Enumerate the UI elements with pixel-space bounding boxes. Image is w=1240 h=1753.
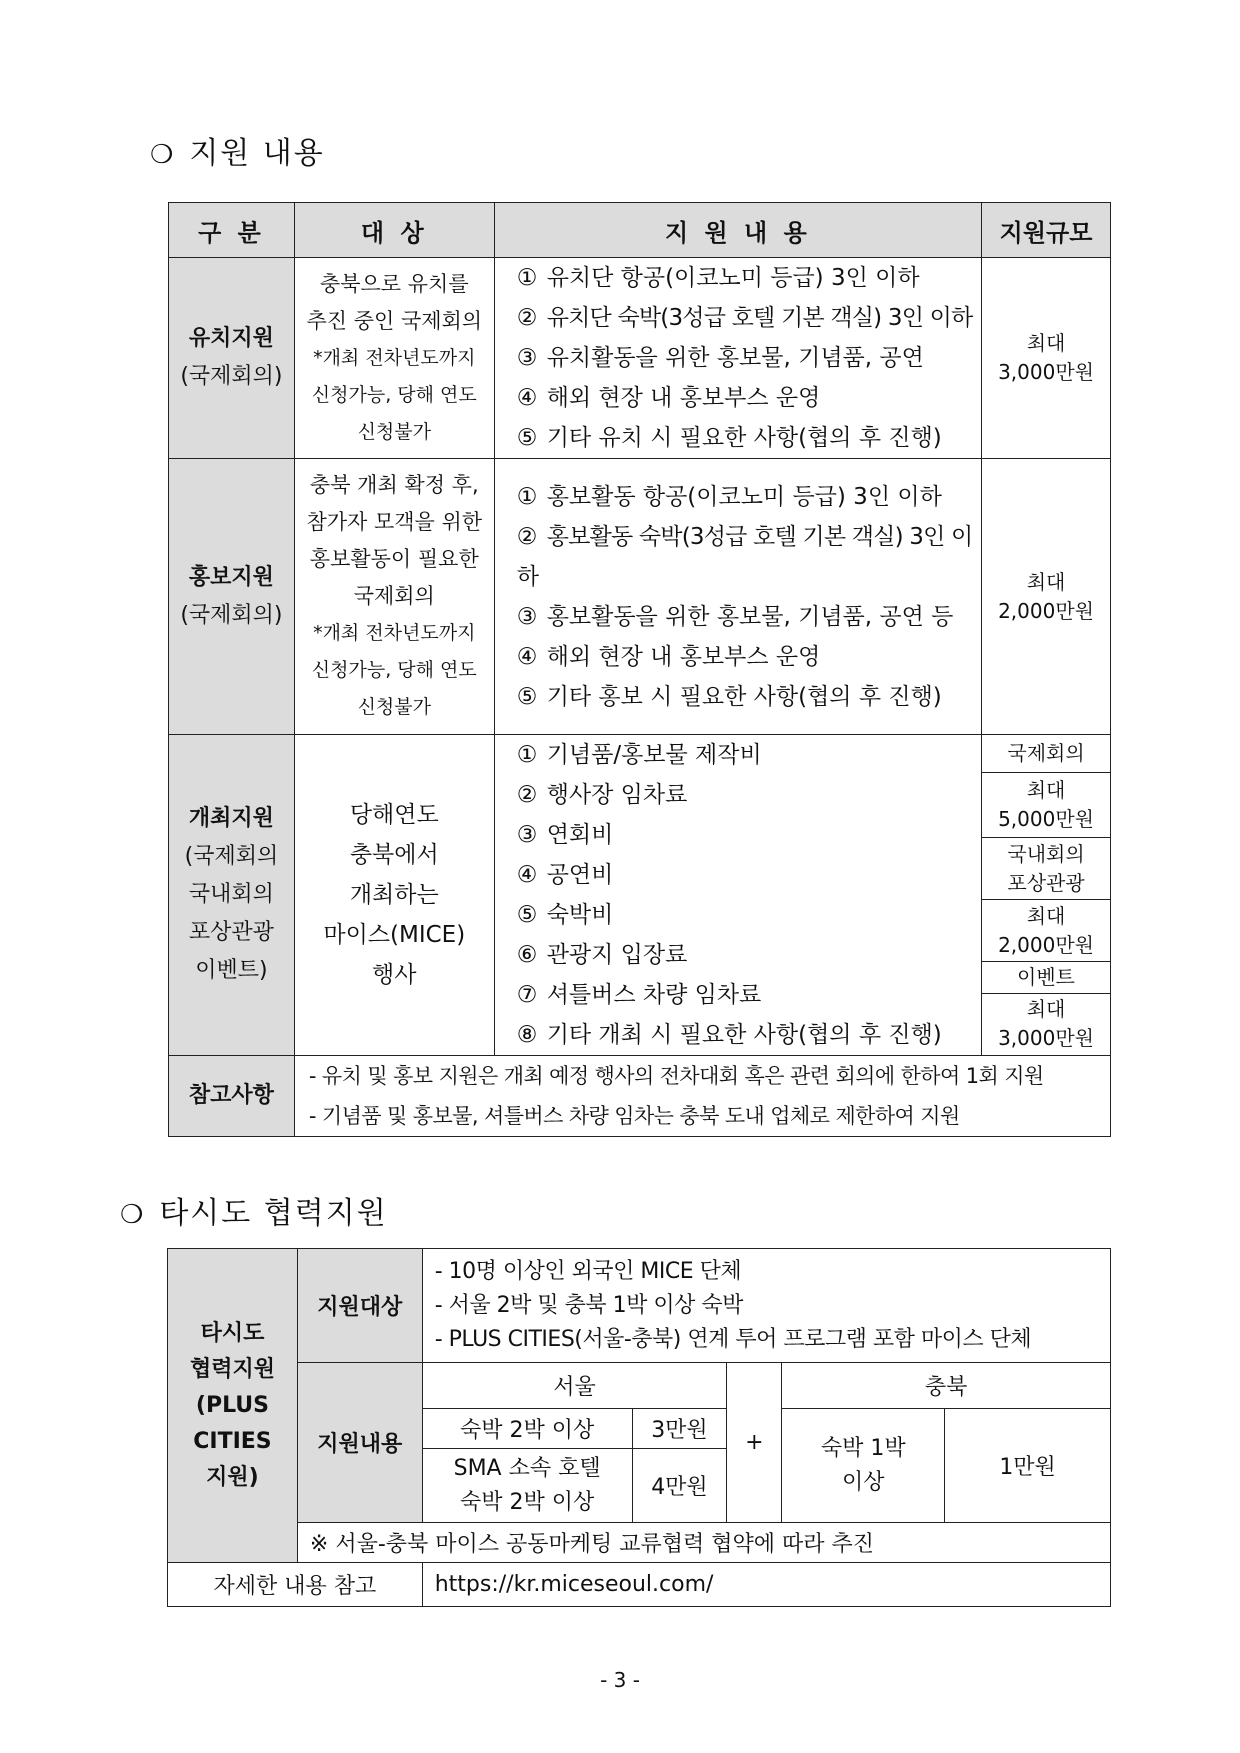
target-line: - PLUS CITIES(서울-충북) 연계 투어 프로그램 포함 마이스 단체 bbox=[434, 1326, 1032, 1352]
detail-label: 자세한 내용 참고 bbox=[168, 1563, 423, 1607]
note-cell: ※ 서울-충북 마이스 공동마케팅 교류협력 협약에 따라 추진 bbox=[297, 1523, 1110, 1563]
target-line: 마이스(MICE) bbox=[323, 922, 466, 948]
section2-title bbox=[120, 1188, 388, 1232]
content-label: 지원내용 bbox=[297, 1363, 422, 1523]
page-number: - 3 - bbox=[600, 1668, 640, 1692]
scale-line: 최대 bbox=[1026, 569, 1066, 594]
list-item: ⑥ 관광지 입장료 bbox=[516, 942, 688, 968]
seoul-header: 서울 bbox=[422, 1363, 727, 1409]
scale-cell bbox=[982, 258, 1111, 459]
target-line: 참가자 모객을 위한 bbox=[306, 510, 483, 534]
target-note-line: 신청불가 bbox=[357, 420, 431, 443]
category-sub: 이벤트) bbox=[195, 958, 268, 983]
target-note-line: 신청불가 bbox=[357, 696, 431, 718]
target-line: 행사 bbox=[372, 962, 417, 988]
category-cell bbox=[169, 258, 295, 459]
scale-type: 포상관광 bbox=[1007, 870, 1085, 895]
chungbuk-header: 충북 bbox=[782, 1363, 1111, 1409]
list-item: ④ 공연비 bbox=[516, 862, 614, 888]
target-line: 홍보활동이 필요한 bbox=[309, 547, 479, 571]
scale-line: 최대 bbox=[1026, 903, 1066, 928]
list-item: ⑧ 기타 개최 시 필요한 사항(협의 후 진행) bbox=[516, 1022, 942, 1048]
seoul-condition-line: 숙박 2박 이상 bbox=[459, 1489, 595, 1515]
list-item: ③ 유치활동을 위한 홍보물, 기념품, 공연 bbox=[516, 345, 924, 371]
scale-cell bbox=[982, 772, 1111, 837]
seoul-condition-line: SMA 소속 호텔 bbox=[453, 1455, 601, 1481]
list-item: ⑦ 셔틀버스 차량 임차료 bbox=[516, 982, 762, 1008]
scale-cell bbox=[982, 459, 1111, 735]
target-line: 충북 개최 확정 후, bbox=[309, 473, 479, 497]
list-item: ② 유치단 숙박(3성급 호텔 기본 객실) 3인 이하 bbox=[516, 305, 973, 331]
table-header-row bbox=[169, 203, 1111, 258]
target-note-line: 신청가능, 당해 연도 bbox=[311, 383, 477, 406]
target-label: 지원대상 bbox=[297, 1249, 422, 1363]
list-item: ⑤ 숙박비 bbox=[516, 902, 614, 928]
list-item: ③ 홍보활동을 위한 홍보물, 기념품, 공연 등 bbox=[516, 603, 954, 630]
left-label-line: 지원) bbox=[206, 1464, 259, 1490]
scale-type-cell bbox=[982, 838, 1111, 900]
category-sub: 국내회의 bbox=[188, 882, 274, 907]
left-label-line: (PLUS bbox=[195, 1392, 270, 1418]
list-item: ② 홍보활동 숙박(3성급 호텔 기본 객실) 3인 이하 bbox=[516, 523, 973, 590]
scale-cell bbox=[982, 900, 1111, 962]
seoul-condition: 숙박 2박 이상 bbox=[422, 1409, 632, 1449]
target-line: 개최하는 bbox=[349, 882, 439, 908]
circle-bullet-icon: ❍ bbox=[150, 140, 176, 170]
table-row bbox=[169, 258, 1111, 459]
support-content-table bbox=[168, 202, 1111, 1137]
target-cell bbox=[294, 735, 494, 1056]
target-line: 충북으로 유치를 bbox=[319, 271, 469, 296]
reference-cell bbox=[294, 1056, 1110, 1137]
target-note-line: 신청가능, 당해 연도 bbox=[311, 659, 477, 681]
section1-title-text: 지원 내용 bbox=[189, 136, 325, 171]
reference-line: - 기념품 및 홍보물, 셔틀버스 차량 임차는 충북 도내 업체로 제한하여 지원 bbox=[308, 1104, 960, 1128]
category-name: 홍보지원 bbox=[188, 564, 274, 590]
table-row bbox=[169, 459, 1111, 735]
reference-row bbox=[169, 1056, 1111, 1137]
scale-amount: 3,000만원 bbox=[998, 1026, 1094, 1051]
target-cell bbox=[294, 258, 494, 459]
target-line: 당해연도 bbox=[349, 802, 439, 828]
list-item: ① 홍보활동 항공(이코노미 등급) 3인 이하 bbox=[516, 483, 942, 510]
list-item: ⑤ 기타 유치 시 필요한 사항(협의 후 진행) bbox=[516, 425, 942, 451]
scale-type-cell: 국제회의 bbox=[982, 735, 1111, 773]
header-target: 대 상 bbox=[294, 203, 494, 258]
target-line: - 서울 2박 및 충북 1박 이상 숙박 bbox=[434, 1292, 743, 1318]
seoul-condition bbox=[422, 1449, 632, 1523]
list-item: ③ 연회비 bbox=[516, 822, 614, 848]
scale-amount: 3,000만원 bbox=[998, 360, 1094, 384]
table-row bbox=[168, 1563, 1111, 1607]
target-line: 충북에서 bbox=[349, 842, 439, 868]
section2-title-text: 타시도 협력지원 bbox=[159, 1196, 388, 1231]
list-item: ⑤ 기타 홍보 시 필요한 사항(협의 후 진행) bbox=[516, 683, 942, 710]
scale-line: 최대 bbox=[1026, 778, 1066, 802]
scale-type: 국내회의 bbox=[1007, 841, 1085, 866]
left-label-line: CITIES bbox=[193, 1428, 272, 1454]
seoul-amount: 3만원 bbox=[632, 1409, 727, 1449]
category-name: 유치지원 bbox=[188, 326, 274, 351]
cooperation-support-table bbox=[167, 1248, 1111, 1607]
category-cell bbox=[169, 735, 295, 1056]
list-item: ① 기념품/홍보물 제작비 bbox=[516, 742, 762, 768]
category-name: 개최지원 bbox=[188, 806, 274, 831]
left-label-line: 협력지원 bbox=[189, 1356, 275, 1382]
scale-cell bbox=[982, 993, 1111, 1055]
category-cell bbox=[169, 459, 295, 735]
chungbuk-amount: 1만원 bbox=[945, 1409, 1111, 1523]
header-category: 구 분 bbox=[169, 203, 295, 258]
scale-amount: 2,000만원 bbox=[998, 598, 1094, 623]
table-row bbox=[168, 1363, 1111, 1409]
list-item: ④ 해외 현장 내 홍보부스 운영 bbox=[516, 385, 821, 411]
plus-sign: + bbox=[727, 1363, 782, 1523]
table-row bbox=[168, 1249, 1111, 1363]
items-cell bbox=[494, 735, 981, 1056]
list-item: ② 행사장 임차료 bbox=[516, 782, 688, 808]
target-cell bbox=[294, 459, 494, 735]
scale-line: 최대 bbox=[1026, 331, 1066, 355]
table-row bbox=[168, 1523, 1111, 1563]
left-label-cell bbox=[168, 1249, 298, 1563]
category-sub: (국제회의) bbox=[180, 602, 283, 628]
scale-amount: 2,000만원 bbox=[998, 932, 1094, 957]
items-cell bbox=[494, 258, 981, 459]
scale-line: 최대 bbox=[1026, 997, 1066, 1022]
category-sub: 포상관광 bbox=[188, 920, 274, 945]
target-note-line: *개최 전차년도까지 bbox=[313, 622, 476, 644]
target-cell bbox=[422, 1249, 1110, 1363]
scale-type-cell: 이벤트 bbox=[982, 962, 1111, 994]
left-label-line: 타시도 bbox=[200, 1320, 265, 1346]
header-content: 지 원 내 용 bbox=[494, 203, 981, 258]
list-item: ① 유치단 항공(이코노미 등급) 3인 이하 bbox=[516, 265, 920, 291]
chungbuk-condition bbox=[782, 1409, 945, 1523]
header-scale: 지원규모 bbox=[982, 203, 1111, 258]
seoul-amount: 4만원 bbox=[632, 1449, 727, 1523]
reference-label: 참고사항 bbox=[169, 1056, 295, 1137]
target-line: 국제회의 bbox=[353, 584, 435, 608]
list-item: ④ 해외 현장 내 홍보부스 운영 bbox=[516, 643, 821, 670]
chungbuk-condition-line: 숙박 1박 bbox=[820, 1435, 906, 1461]
detail-url-link[interactable]: https://kr.miceseoul.com/ bbox=[422, 1563, 1110, 1607]
reference-line: - 유치 및 홍보 지원은 개최 예정 행사의 전차대회 혹은 관련 회의에 한하여 1회 지원 bbox=[308, 1064, 1044, 1088]
target-line: - 10명 이상인 외국인 MICE 단체 bbox=[434, 1258, 742, 1284]
circle-bullet-icon: ❍ bbox=[120, 1200, 146, 1230]
target-line: 추진 중인 국제회의 bbox=[306, 308, 483, 333]
category-sub: (국제회의) bbox=[180, 364, 283, 389]
table-row bbox=[169, 735, 1111, 773]
target-note-line: *개최 전차년도까지 bbox=[313, 346, 476, 369]
scale-amount: 5,000만원 bbox=[998, 807, 1094, 831]
chungbuk-condition-line: 이상 bbox=[841, 1469, 885, 1495]
category-sub: (국제회의 bbox=[184, 844, 279, 869]
section1-title bbox=[150, 128, 325, 172]
items-cell bbox=[494, 459, 981, 735]
